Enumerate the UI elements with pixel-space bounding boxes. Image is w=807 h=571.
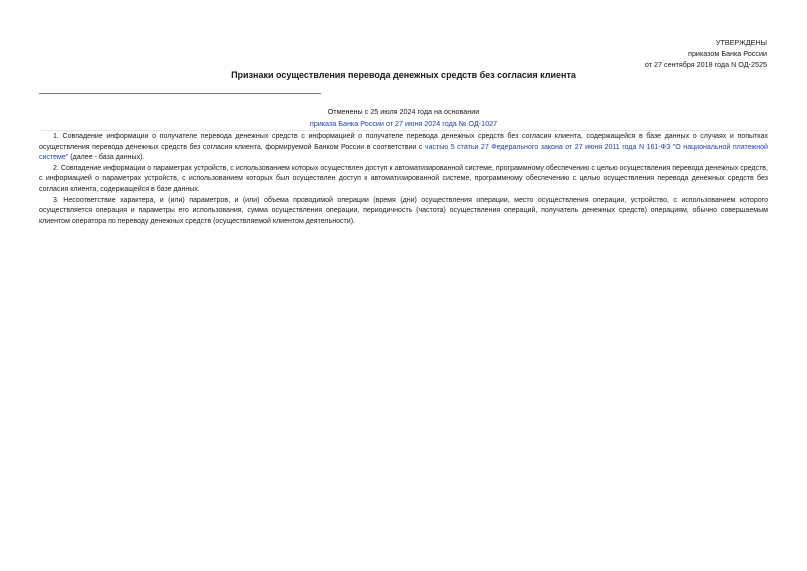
separator-line	[39, 93, 321, 94]
federal-law-link[interactable]: частью 5 статьи 27 Федерального закона от 27 июня 2011 года N 161-ФЗ "О национальной платежной системе"	[39, 143, 768, 162]
body-separator	[39, 130, 768, 131]
approval-heading: УТВЕРЖДЕНЫ	[715, 38, 767, 47]
paragraph-1-text: 1. Совпадение информации о получателе перевода денежных средств с информацией о получателе перевода денежных средств без согласия клиента, содержащейся в базе данных о случаях и попытках осуществления перевода денежных средств без согласия клиента, формируемой Банком России в соответствии с	[39, 133, 768, 151]
document-title: Признаки осуществления перевода денежных средств без согласия клиента	[231, 70, 576, 80]
paragraph-1	[39, 132, 768, 164]
approval-issuer: приказом Банка России	[688, 49, 767, 58]
paragraph-2: 2. Совпадение информации о параметрах устройств, с использованием которых осуществлен доступ к автоматизированной системе, программному обеспечению с целью осуществления перевода денежных средств, с информацией о параметрах устройств, с использованием которых был осуществлен доступ к автоматизированной системе, программному обеспечению с целью осуществления перевода денежных средств без согласия клиента, содержащейся в базе данных.	[39, 164, 768, 193]
cancellation-text: Отменены с 25 июля 2024 года на основании	[327, 107, 480, 116]
paragraph-3: 3. Несоответствие характера, и (или) параметров, и (или) объема проводимой операции (время (дни) осуществления операции, место осуществления операции, устройство, с использованием которого осуществляется операция и параметры его использования, сумма осуществления операции, периодичность (частота) осуществления операций, получатель денежных средств) операциям, обычно совершаемым клиентом оператора по переводу денежных средств (осуществляемой клиентом деятельности).	[39, 196, 768, 225]
approval-block	[645, 37, 767, 70]
cancellation-order-link[interactable]: приказа Банка России от 27 июня 2024 года № ОД-1027	[309, 119, 498, 128]
cancellation-note	[0, 106, 807, 130]
document-body	[39, 132, 768, 227]
paragraph-1-tail: (далее - база данных).	[68, 154, 145, 162]
approval-order-ref: от 27 сентября 2018 года N ОД-2525	[644, 60, 767, 69]
